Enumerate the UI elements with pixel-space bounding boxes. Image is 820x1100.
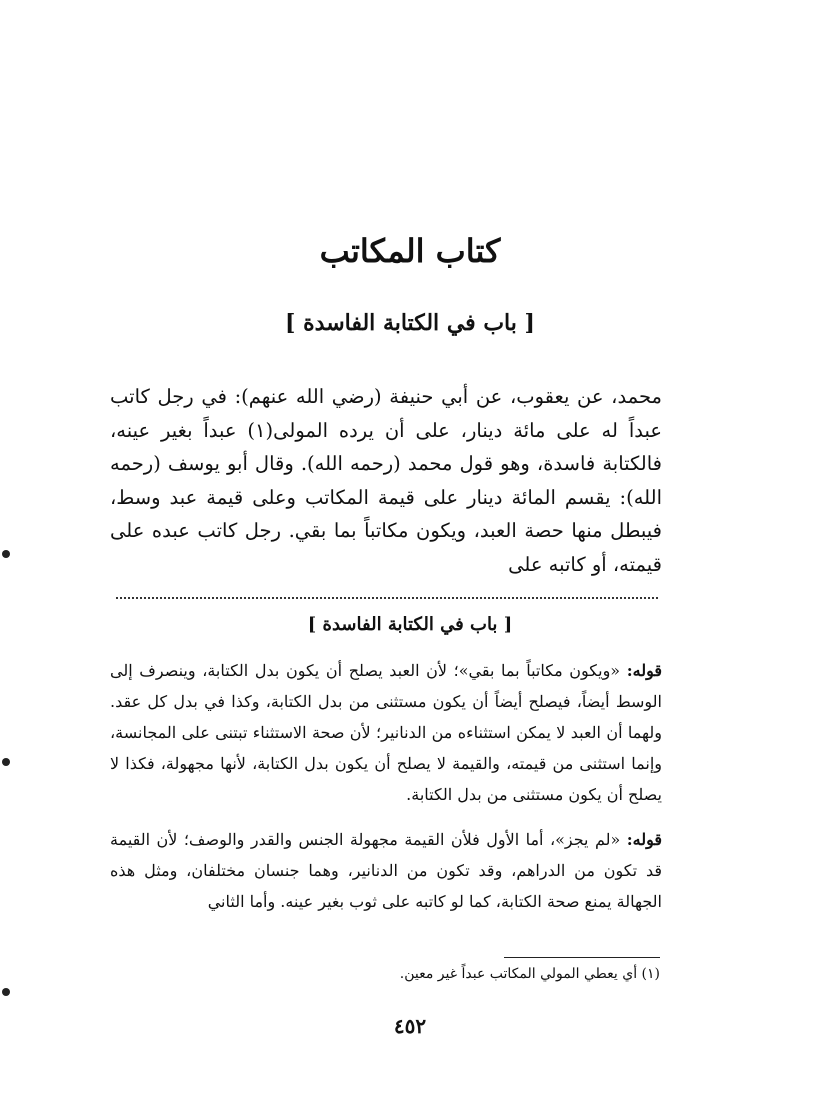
page-number: ٤٥٢ [393,1014,427,1038]
commentary-paragraph-2 [110,824,662,917]
commentary-text: «ويكون مكاتباً بما بقي»؛ لأن العبد يصلح أن يكون بدل الكتابة، وينصرف إلى الوسط أيضاً، فيصلح أيضاً أن يكون مستثنى من بدل الكتابة، وكذا في بدل كل عقد. ولهما أن العبد لا يمكن استثناءه من الدنانير؛ لأن صحة الاستثناء تبتنى على المجانسة، وإنما استثنى من قيمته، والقيمة لا يصلح أن يكون بدل الكتابة، لأنها مجهولة، فكذا لا يصلح أن يكون مستثنى من بدل الكتابة. [110,661,662,804]
scan-mark [2,550,10,558]
scan-mark [2,988,10,996]
section-title: [ باب في الكتابة الفاسدة ] [285,310,535,336]
commentary-paragraph-1 [110,655,662,810]
commentary-text: «لم يجز»، أما الأول فلأن القيمة مجهولة الجنس والقدر والوصف؛ لأن القيمة قد تكون من الدراهم، وقد تكون من الدنانير، وهما جنسان مختلفان، ومثل هذه الجهالة يمنع صحة الكتابة، كما لو كاتبه على ثوب بغير عينه. وأما الثاني [110,830,662,911]
chapter-title: كتاب المكاتب [319,232,501,270]
scan-mark [2,758,10,766]
dotted-divider [116,597,658,599]
commentary-label: قوله: [626,830,662,849]
footnote: (١) أي يعطي المولي المكاتب عبداً غير معين. [399,966,660,982]
commentary-title: [ باب في الكتابة الفاسدة ] [307,614,513,635]
footnote-rule [504,957,660,958]
commentary-label: قوله: [626,661,662,680]
main-text: محمد، عن يعقوب، عن أبي حنيفة (رضي الله عنهم): في رجل كاتب عبداً له على مائة دينار، على أن يرده المولى(١) عبداً بغير عينه، فالكتابة فاسدة، وهو قول محمد (رحمه الله). وقال أبو يوسف (رحمه الله): يقسم المائة دينار على قيمة المكاتب وعلى قيمة عبد وسط، فيبطل منها حصة العبد، ويكون مكاتباً بما بقي. رجل كاتب عبده على قيمته، أو كاتبه على [110,385,662,576]
